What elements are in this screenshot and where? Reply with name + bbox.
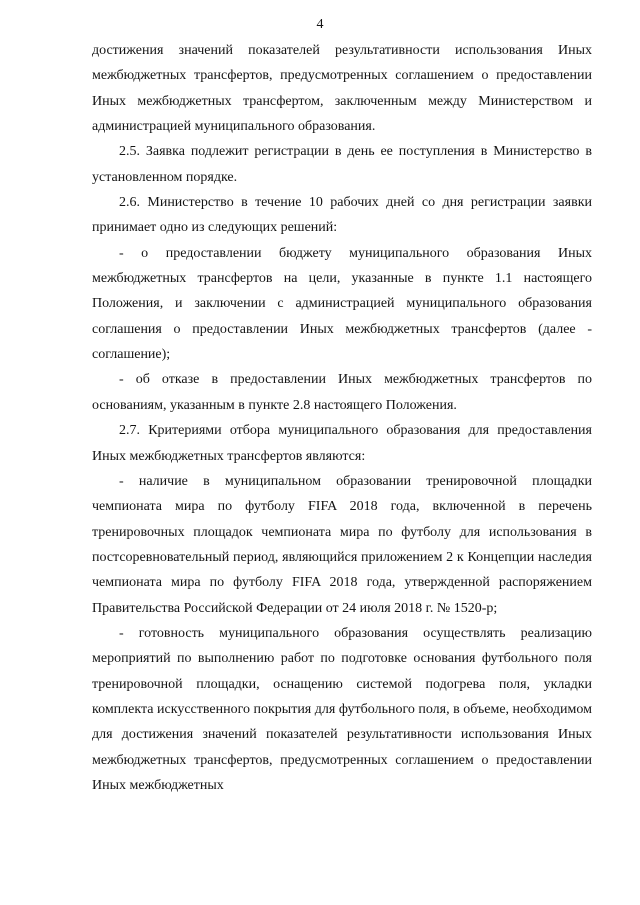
paragraph-2-6: 2.6. Министерство в течение 10 рабочих дней со дня регистрации заявки принимает одно из следующих решений:: [92, 195, 592, 236]
document-body: [92, 38, 592, 798]
paragraph-2-7: 2.7. Критериями отбора муниципального образования для предоставления Иных межбюджетных трансфертов являются:: [92, 423, 592, 464]
paragraph-2-5: 2.5. Заявка подлежит регистрации в день ее поступления в Министерство в установленном порядке.: [92, 144, 592, 185]
list-item-decision-refusal: - об отказе в предоставлении Иных межбюджетных трансфертов по основаниям, указанным в пункте 2.8 настоящего Положения.: [92, 372, 592, 413]
list-item-criterion-readiness: - готовность муниципального образования осуществлять реализацию мероприятий по выполнению работ по подготовке основания футбольного поля тренировочной площадки, оснащению системой подогрева поля, укладки комплекта искусственного покрытия для футбольного поля, в объеме, необходимом для достижения значений показателей результативности использования Иных межбюджетных трансфертов, предусмотренных соглашением о предоставлении Иных межбюджетных: [92, 625, 592, 793]
page-number: 4: [316, 17, 324, 32]
list-item-criterion-training-ground: - наличие в муниципальном образовании тренировочной площадки чемпионата мира по футболу FIFA 2018 года, включенной в перечень тренировочных площадок чемпионата мира по футболу для использования в постсоревновательный период, являющийся приложением 2 к Концепции наследия чемпионата мира по футболу FIFA 2018 года, утвержденной распоряжением Правительства Российской Федерации от 24 июля 2018 г. № 1520-р;: [92, 473, 592, 616]
list-item-decision-grant: - о предоставлении бюджету муниципального образования Иных межбюджетных трансфертов на цели, указанные в пункте 1.1 настоящего Положения, и заключении с администрацией муниципального образования соглашения о предоставлении Иных межбюджетных трансфертов (далее - соглашение);: [92, 245, 592, 363]
paragraph-intro-continuation: достижения значений показателей результативности использования Иных межбюджетных трансфертов, предусмотренных соглашением о предоставлении Иных межбюджетных трансфертом, заключенным между Министерством и администрацией муниципального образования.: [92, 43, 592, 135]
